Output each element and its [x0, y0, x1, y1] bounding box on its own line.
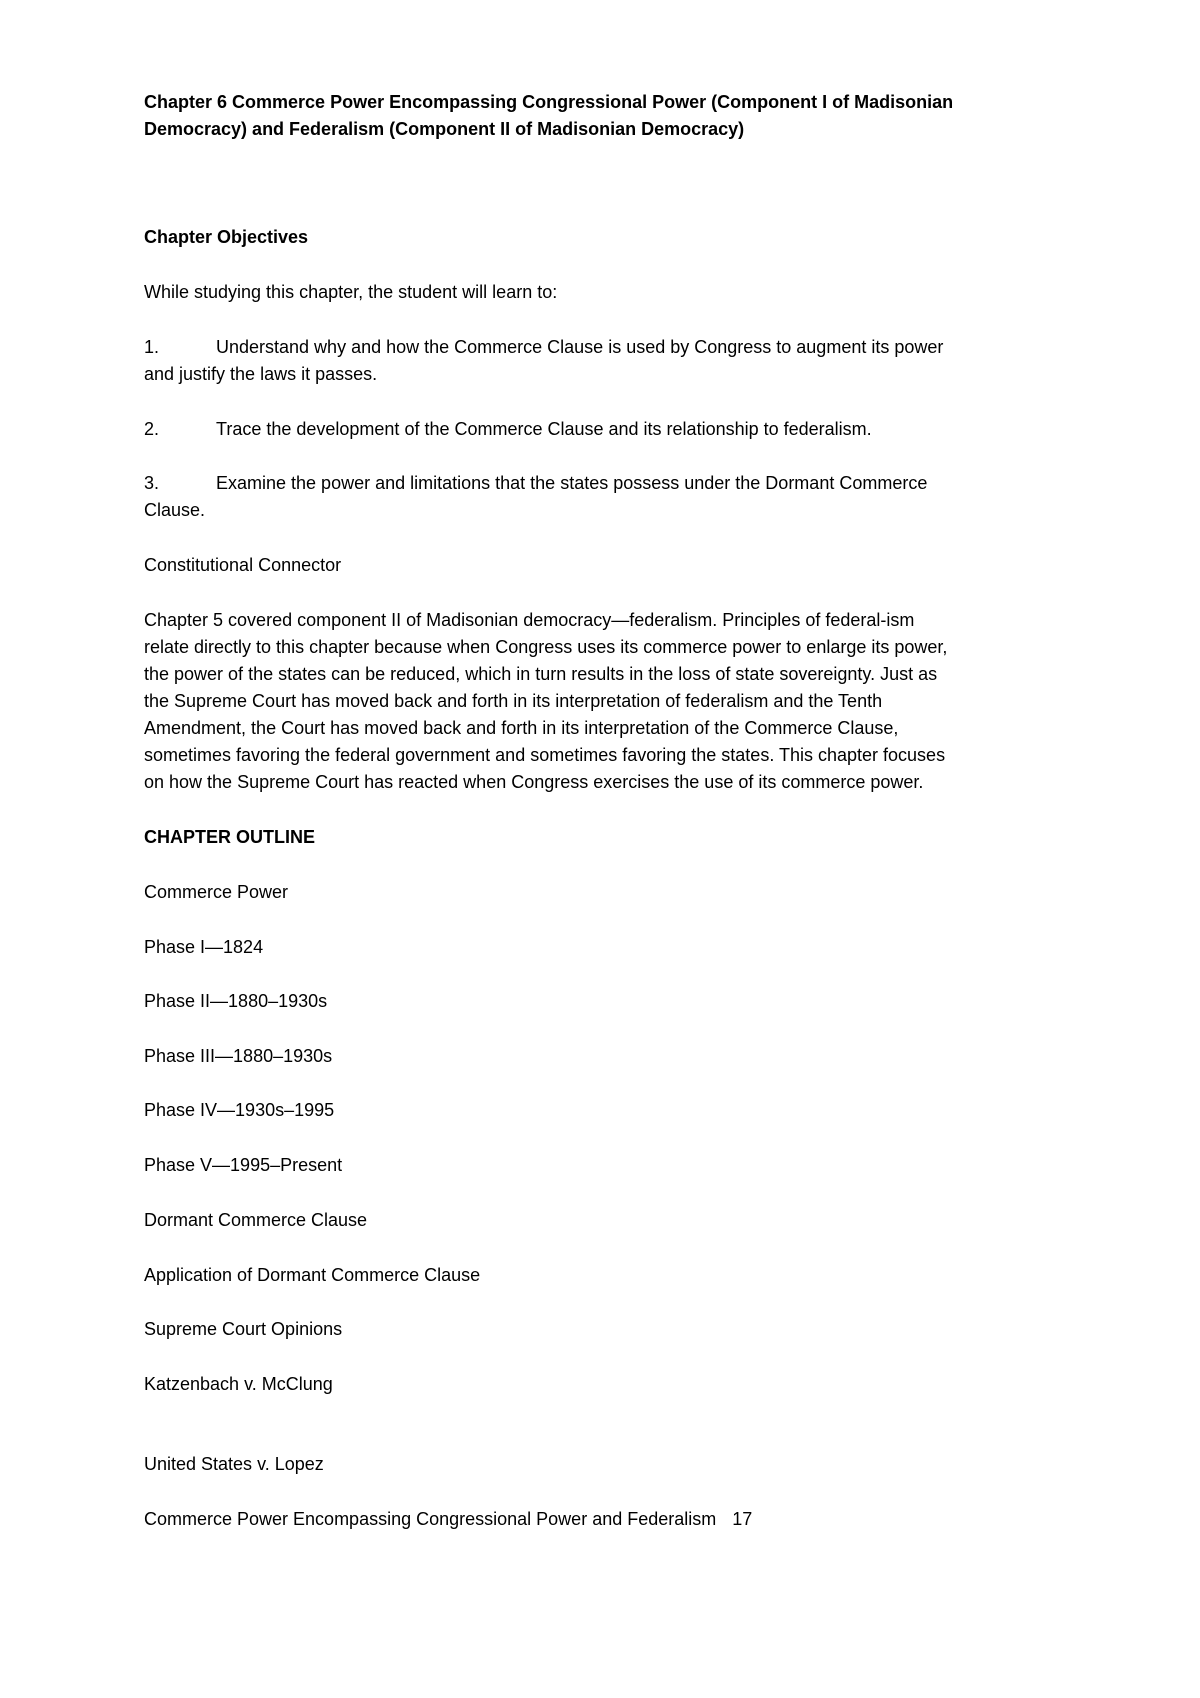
footer-title: Commerce Power Encompassing Congressional Power and Federalism	[144, 1509, 717, 1529]
running-footer	[144, 1506, 752, 1533]
connector-paragraph	[144, 607, 1064, 796]
objective-1-text: Understand why and how the Commerce Clause is used by Congress to augment its power	[216, 337, 944, 357]
connector-line: on how the Supreme Court has reacted when Congress exercises the use of its commerce power.	[144, 772, 924, 792]
chapter-title-line-2: Democracy) and Federalism (Component II of Madisonian Democracy)	[144, 119, 745, 139]
objective-3-text: Examine the power and limitations that the states possess under the Dormant Commerce	[216, 473, 928, 493]
outline-item: Phase II—1880–1930s	[144, 991, 328, 1011]
connector-heading: Constitutional Connector	[144, 555, 342, 575]
objectives-intro: While studying this chapter, the student will learn to:	[144, 282, 558, 302]
outline-item: Katzenbach v. McClung	[144, 1374, 333, 1394]
outline-item: Phase I—1824	[144, 937, 264, 957]
objective-1-line-1	[144, 334, 943, 361]
outline-item: Commerce Power	[144, 882, 289, 902]
objective-3-line-2: Clause.	[144, 500, 206, 520]
case-lopez: United States v. Lopez	[144, 1454, 324, 1474]
objective-3-line-1	[144, 470, 927, 497]
objective-2-number: 2.	[144, 419, 160, 439]
objective-1-number: 1.	[144, 337, 160, 357]
outline-item: Dormant Commerce Clause	[144, 1210, 368, 1230]
objective-1-line-2: and justify the laws it passes.	[144, 364, 378, 384]
objective-2-text: Trace the development of the Commerce Clause and its relationship to federalism.	[216, 419, 872, 439]
objectives-heading: Chapter Objectives	[144, 227, 309, 247]
objective-3-number: 3.	[144, 473, 160, 493]
outline-item: Application of Dormant Commerce Clause	[144, 1265, 481, 1285]
chapter-title-line-1: Chapter 6 Commerce Power Encompassing Congressional Power (Component I of Madisonian	[144, 92, 954, 112]
connector-line: sometimes favoring the federal government and sometimes favoring the states. This chapter focuses	[144, 745, 946, 765]
objective-2-line-1	[144, 416, 872, 443]
connector-line: Chapter 5 covered component II of Madisonian democracy—federalism. Principles of federal-ism	[144, 610, 915, 630]
outline-item: Phase V—1995–Present	[144, 1155, 343, 1175]
outline-heading: CHAPTER OUTLINE	[144, 827, 315, 847]
connector-line: the power of the states can be reduced, which in turn results in the loss of state sovereignty. Just as	[144, 664, 938, 684]
outline-item: Phase III—1880–1930s	[144, 1046, 333, 1066]
connector-line: Amendment, the Court has moved back and forth in its interpretation of the Commerce Clause,	[144, 718, 899, 738]
connector-line: relate directly to this chapter because when Congress uses its commerce power to enlarge its power,	[144, 637, 948, 657]
connector-line: the Supreme Court has moved back and forth in its interpretation of federalism and the Tenth	[144, 691, 883, 711]
outline-item: Phase IV—1930s–1995	[144, 1100, 335, 1120]
outline-item: Supreme Court Opinions	[144, 1319, 343, 1339]
page-number: 17	[732, 1509, 753, 1529]
